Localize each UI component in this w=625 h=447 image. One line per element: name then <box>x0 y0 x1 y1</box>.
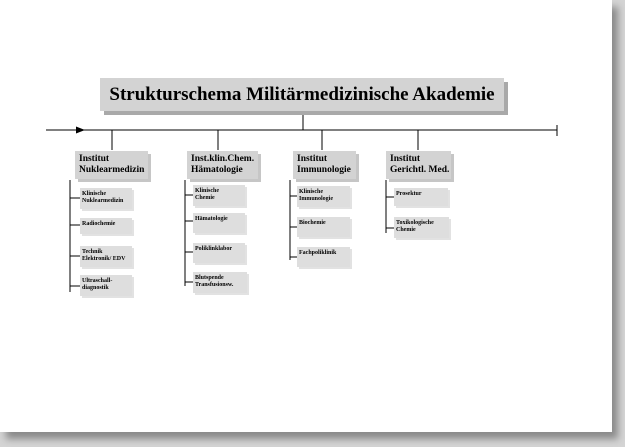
department-label-line: Klinische <box>82 191 107 197</box>
department-box <box>80 188 132 209</box>
institute-box-klin-chemie <box>187 151 258 179</box>
department-box <box>193 213 245 233</box>
department-label-line: Blutspende <box>195 275 224 281</box>
department-box <box>297 217 350 237</box>
department-box <box>80 275 132 296</box>
department-label-line: Immunologie <box>299 196 334 202</box>
institute-box-gerichtl-med <box>386 151 451 179</box>
department-box <box>193 243 245 263</box>
department-label-line: Transfusionsw. <box>195 282 234 288</box>
department-label-line: Biochemie <box>299 220 326 226</box>
institute-box-nuklearmedizin <box>75 151 148 179</box>
institute-label-line: Inst.klin.Chem. <box>191 154 255 164</box>
department-label-line: Poliklinklabor <box>195 246 233 252</box>
institute-label-line: Institut <box>297 154 328 164</box>
institute-label-line: Nuklearmedizin <box>79 165 145 175</box>
department-label-line: Hämatologie <box>195 216 228 222</box>
department-label-line: Radiochemie <box>82 221 116 227</box>
institute-box-immunologie <box>293 151 356 179</box>
department-box <box>297 247 350 267</box>
department-box <box>80 218 132 234</box>
department-box <box>394 217 449 238</box>
department-label-line: Elektronik/ EDV <box>82 256 126 262</box>
department-label-line: Ultraschall- <box>82 278 113 284</box>
department-label-line: Chemie <box>396 227 416 233</box>
department-label-line: Klinische <box>299 189 324 195</box>
department-label-line: Prosektur <box>396 191 422 197</box>
department-label-line: diagnostik <box>82 285 109 291</box>
department-label-line: Fachpoliklinik <box>299 250 337 256</box>
axis-arrowhead <box>76 127 85 134</box>
department-box <box>193 185 245 206</box>
department-label-line: Nuklearmedizin <box>82 198 124 204</box>
department-label-line: Klinische <box>195 188 220 194</box>
department-box <box>394 188 448 206</box>
department-label-line: Chemie <box>195 195 215 201</box>
department-label-line: Toxikologische <box>396 220 434 226</box>
institute-label-line: Hämatologie <box>191 165 243 175</box>
department-label-line: Technik <box>82 249 103 255</box>
department-box <box>80 246 132 267</box>
department-box <box>193 272 247 293</box>
institute-label-line: Immunologie <box>297 165 351 175</box>
institute-label-line: Gerichtl. Med. <box>390 165 450 175</box>
institute-label-line: Institut <box>79 154 110 164</box>
department-box <box>297 186 350 207</box>
chart-title: Strukturschema Militärmedizinische Akademie <box>100 78 504 111</box>
institute-label-line: Institut <box>390 154 421 164</box>
